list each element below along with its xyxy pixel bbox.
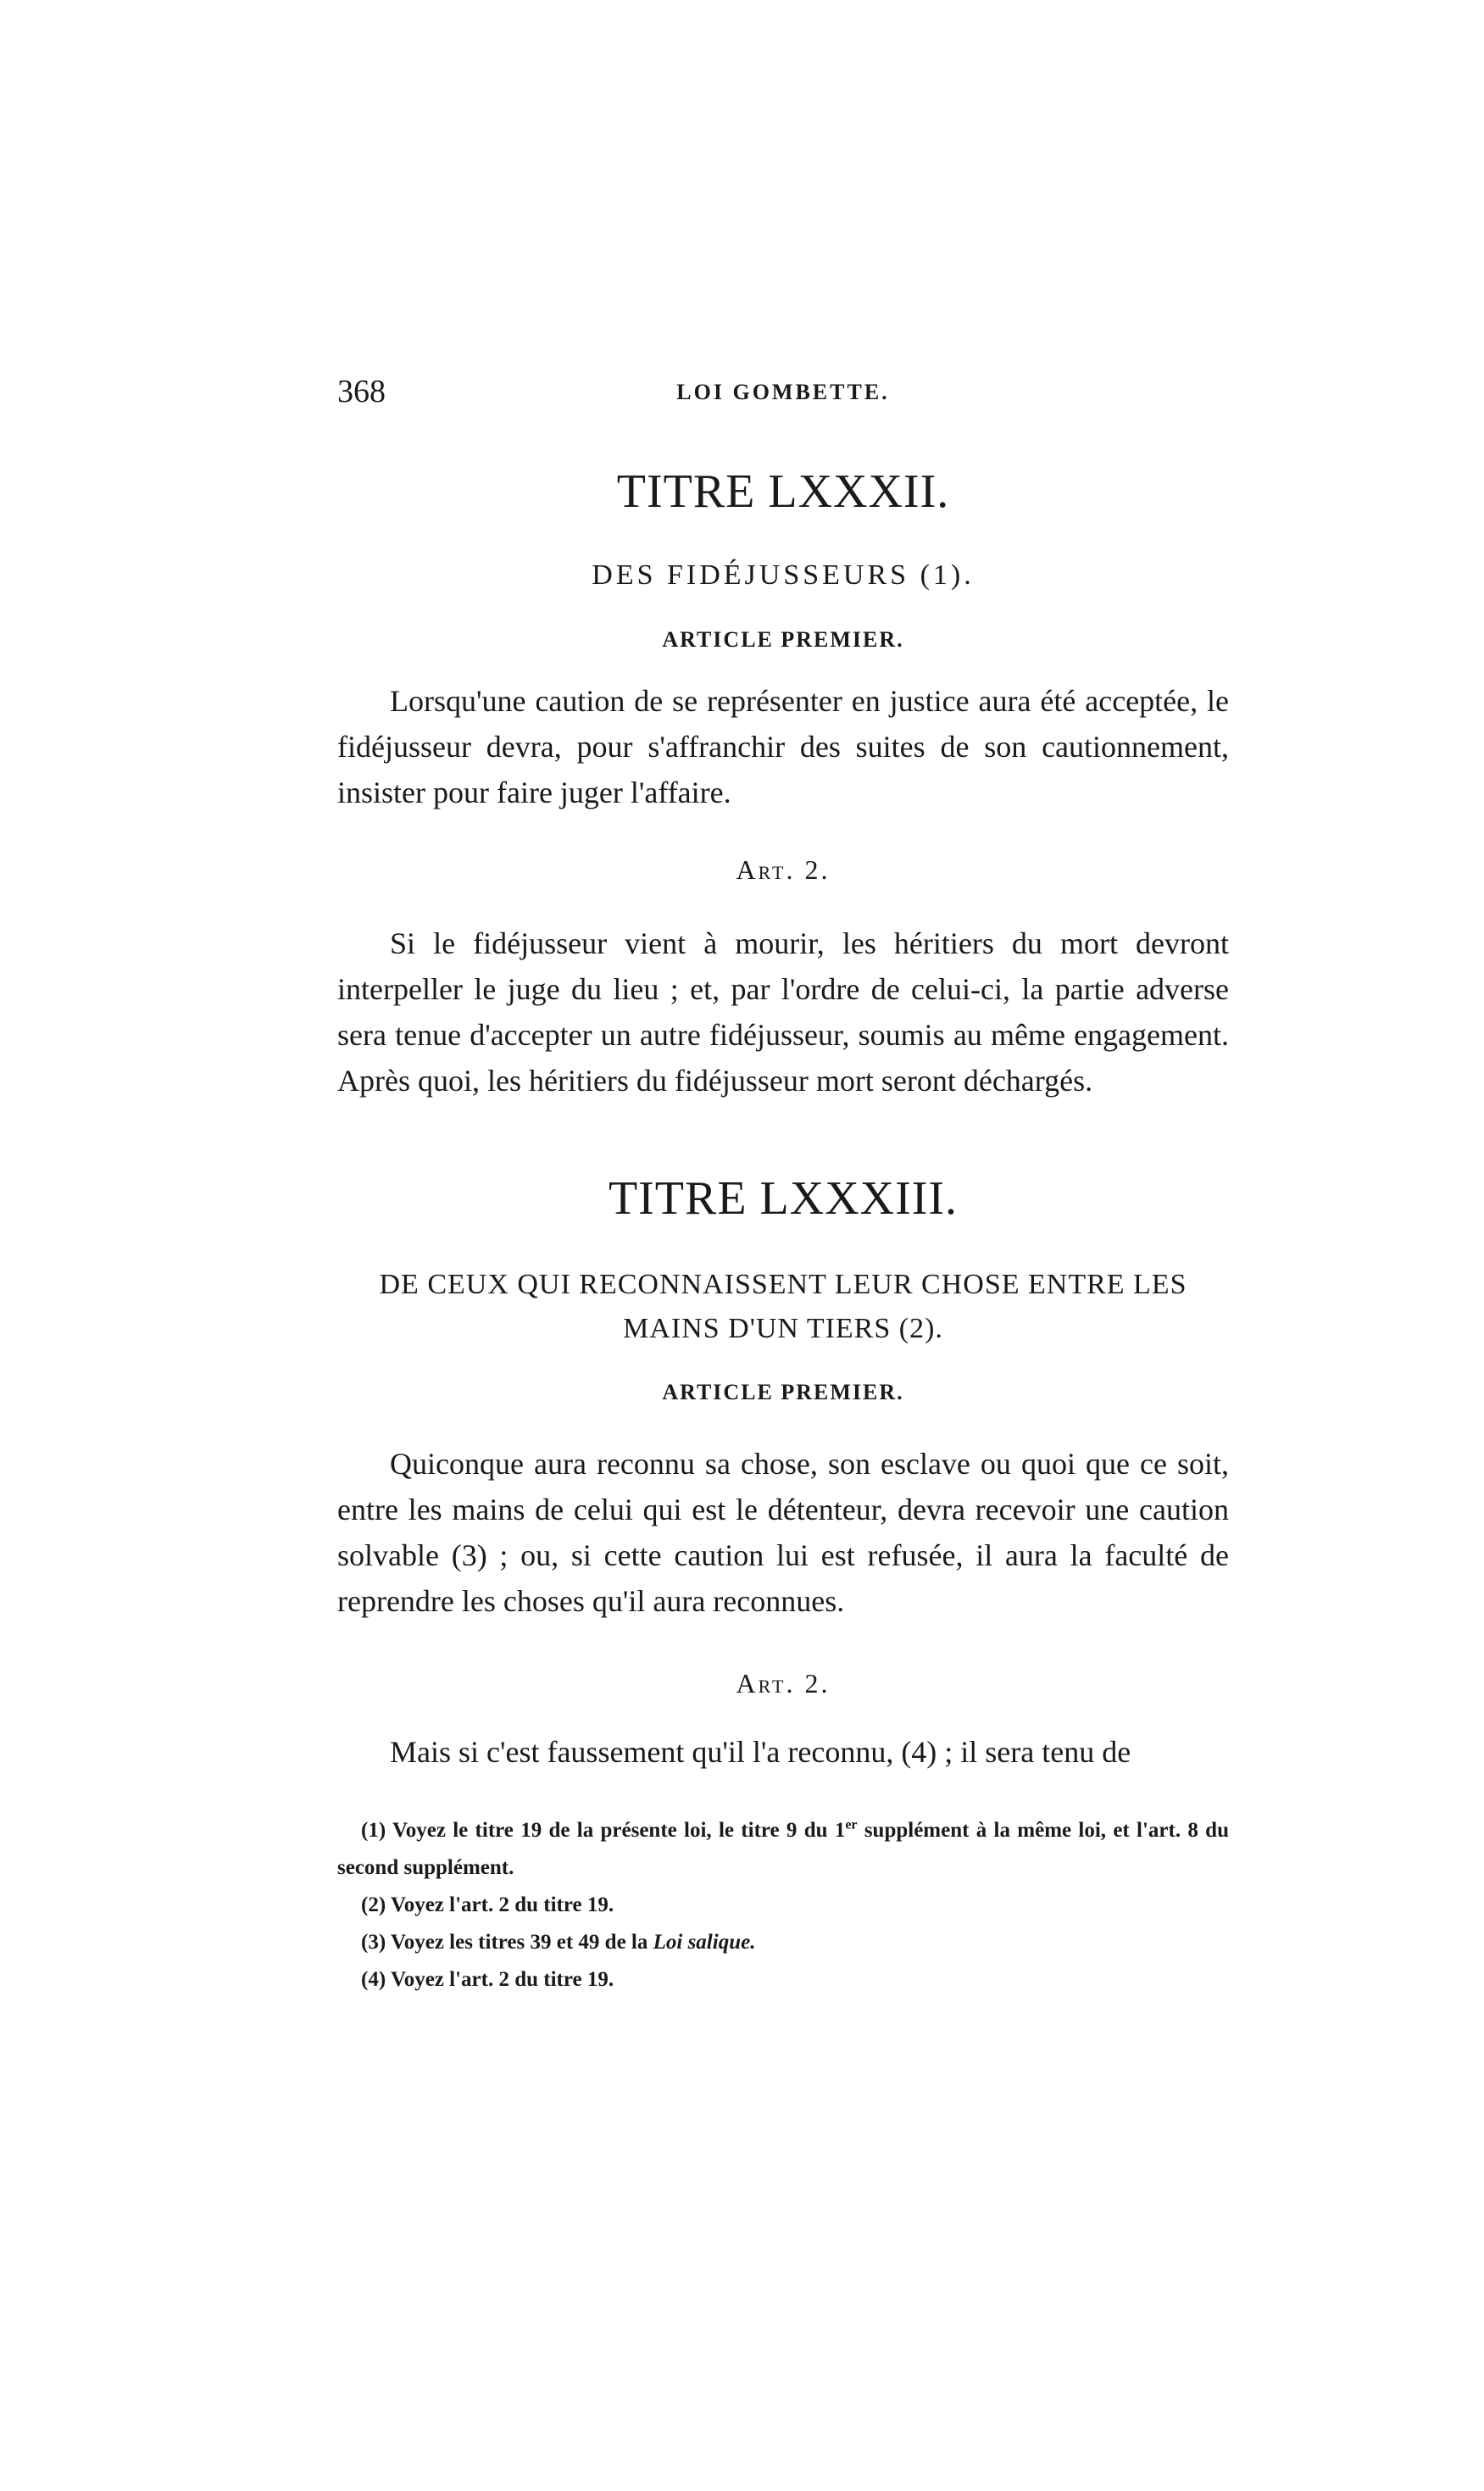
footnotes xyxy=(337,1812,1229,1999)
titre-82-art2-label: Art. 2. xyxy=(736,854,831,885)
footnote-1 xyxy=(337,1812,1229,1887)
footnote-3-text: (3) Voyez les titres 39 et 49 de la xyxy=(361,1931,653,1954)
titre-82-article-premier-label: ARTICLE PREMIER. xyxy=(662,627,904,652)
titre-83-subtitle-block xyxy=(337,1263,1229,1351)
titre-82-article-premier-block xyxy=(337,627,1229,653)
titre-82-article-premier-text-block xyxy=(337,678,1229,815)
running-title: LOI GOMBETTE. xyxy=(676,380,890,404)
titre-83-art2-text: Mais si c'est faussement qu'il l'a reconnu, (4) ; il sera tenu de xyxy=(390,1735,1131,1769)
footnote-4: (4) Voyez l'art. 2 du titre 19. xyxy=(361,1968,614,1991)
titre-83-heading-block xyxy=(337,1171,1229,1226)
titre-83-art2-label: Art. 2. xyxy=(736,1668,831,1699)
page-number: 368 xyxy=(337,374,386,409)
titre-83-article-premier-text: Quiconque aura reconnu sa chose, son esclave ou quoi que ce soit, entre les mains de celui qui est le détenteur, devra recevoir une caution solvable (3) ; ou, si cette caution lui est refusée, il aura la faculté de reprendre les choses qu'il aura reconnues. xyxy=(337,1447,1229,1618)
titre-83-art2-text-block xyxy=(337,1729,1229,1775)
footnote-3-italic-title: Loi salique. xyxy=(653,1931,756,1954)
titre-83-article-premier-text-block xyxy=(337,1441,1229,1624)
titre-83-art2-label-block xyxy=(337,1668,1229,1699)
titre-83-subtitle-line1: DE CEUX QUI RECONNAISSENT LEUR CHOSE ENTRE LES xyxy=(379,1269,1187,1300)
titre-82-article-premier-text: Lorsqu'une caution de se représenter en justice aura été acceptée, le fidéjusseur devra, pour s'affranchir des suites de son cautionnement, insister pour faire juger l'affaire. xyxy=(337,684,1229,809)
titre-83-subtitle-line2: MAINS D'UN TIERS (2). xyxy=(623,1313,943,1344)
footnote-1-text-a: (1) Voyez le titre 19 de la présente loi, le titre 9 du 1 xyxy=(361,1819,846,1842)
running-head xyxy=(337,373,1229,415)
titre-82-title: TITRE LXXXII. xyxy=(616,465,950,518)
titre-83-title: TITRE LXXXIII. xyxy=(608,1172,959,1225)
titre-82-art2-label-block xyxy=(337,854,1229,886)
titre-82-art2-text: Si le fidéjusseur vient à mourir, les héritiers du mort devront interpeller le juge du lieu ; et, par l'ordre de celui-ci, la partie adverse sera tenue d'accepter un autre fidéjusseur, soumis au même engagement. Après quoi, les héritiers du fidéjusseur mort seront déchargés. xyxy=(337,926,1229,1098)
titre-83-article-premier-block xyxy=(337,1380,1229,1405)
footnote-1-text-b: supplément à la même loi, et l'art. 8 du second supplément. xyxy=(337,1819,1229,1879)
footnote-1-superscript: er xyxy=(845,1817,858,1832)
titre-82-heading-block xyxy=(337,464,1229,519)
footnote-3 xyxy=(337,1924,1229,1961)
titre-82-subtitle-block xyxy=(337,559,1229,592)
titre-82-subtitle: DES FIDÉJUSSEURS (1). xyxy=(592,559,975,591)
titre-82-art2-text-block xyxy=(337,920,1229,1104)
titre-83-article-premier-label: ARTICLE PREMIER. xyxy=(662,1380,904,1404)
footnote-2: (2) Voyez l'art. 2 du titre 19. xyxy=(361,1893,614,1916)
